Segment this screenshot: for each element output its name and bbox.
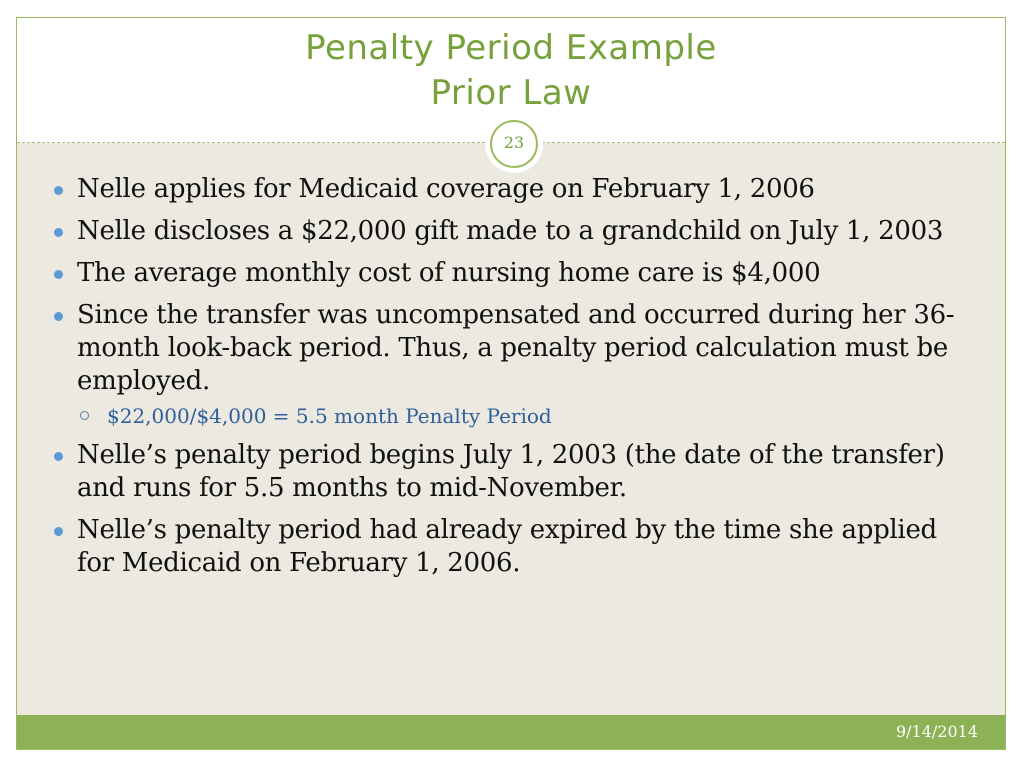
bullet-dot-icon	[54, 527, 63, 536]
bullet-item	[51, 299, 981, 430]
sub-bullet-circle-icon	[80, 411, 89, 420]
bullet-item	[51, 257, 981, 290]
bullet-text: Nelle’s penalty period begins July 1, 2003 (the date of the transfer) and runs for 5.5 months to mid-November.	[77, 440, 945, 503]
page-number: 23	[490, 120, 538, 168]
sub-bullet-text: $22,000/$4,000 = 5.5 month Penalty Period	[107, 404, 552, 428]
bullet-item	[51, 439, 981, 505]
bullet-dot-icon	[54, 452, 63, 461]
bullet-text: Nelle applies for Medicaid coverage on February 1, 2006	[77, 174, 815, 204]
bullet-item	[51, 215, 981, 248]
footer-bar	[17, 715, 1005, 749]
bullet-text: Nelle’s penalty period had already expired by the time she applied for Medicaid on February 1, 2006.	[77, 515, 937, 578]
bullet-item	[51, 514, 981, 580]
bullet-text: Since the transfer was uncompensated and occurred during her 36-month look-back period. Thus, a penalty period calculation must be employed.	[77, 300, 955, 396]
bullet-dot-icon	[54, 228, 63, 237]
slide-content	[51, 173, 981, 589]
page-number-badge	[485, 115, 543, 173]
footer-date: 9/14/2014	[895, 722, 978, 741]
bullet-item	[51, 173, 981, 206]
slide	[16, 17, 1006, 750]
slide-title	[17, 26, 1005, 116]
bullet-text: Nelle discloses a $22,000 gift made to a grandchild on July 1, 2003	[77, 216, 944, 246]
bullet-dot-icon	[54, 312, 63, 321]
bullet-dot-icon	[54, 186, 63, 195]
sub-bullet-item	[77, 402, 981, 430]
bullet-list	[51, 173, 981, 580]
bullet-dot-icon	[54, 270, 63, 279]
bullet-text: The average monthly cost of nursing home care is $4,000	[77, 258, 821, 288]
title-line-1: Penalty Period Example	[305, 28, 717, 68]
title-line-2: Prior Law	[430, 73, 592, 113]
